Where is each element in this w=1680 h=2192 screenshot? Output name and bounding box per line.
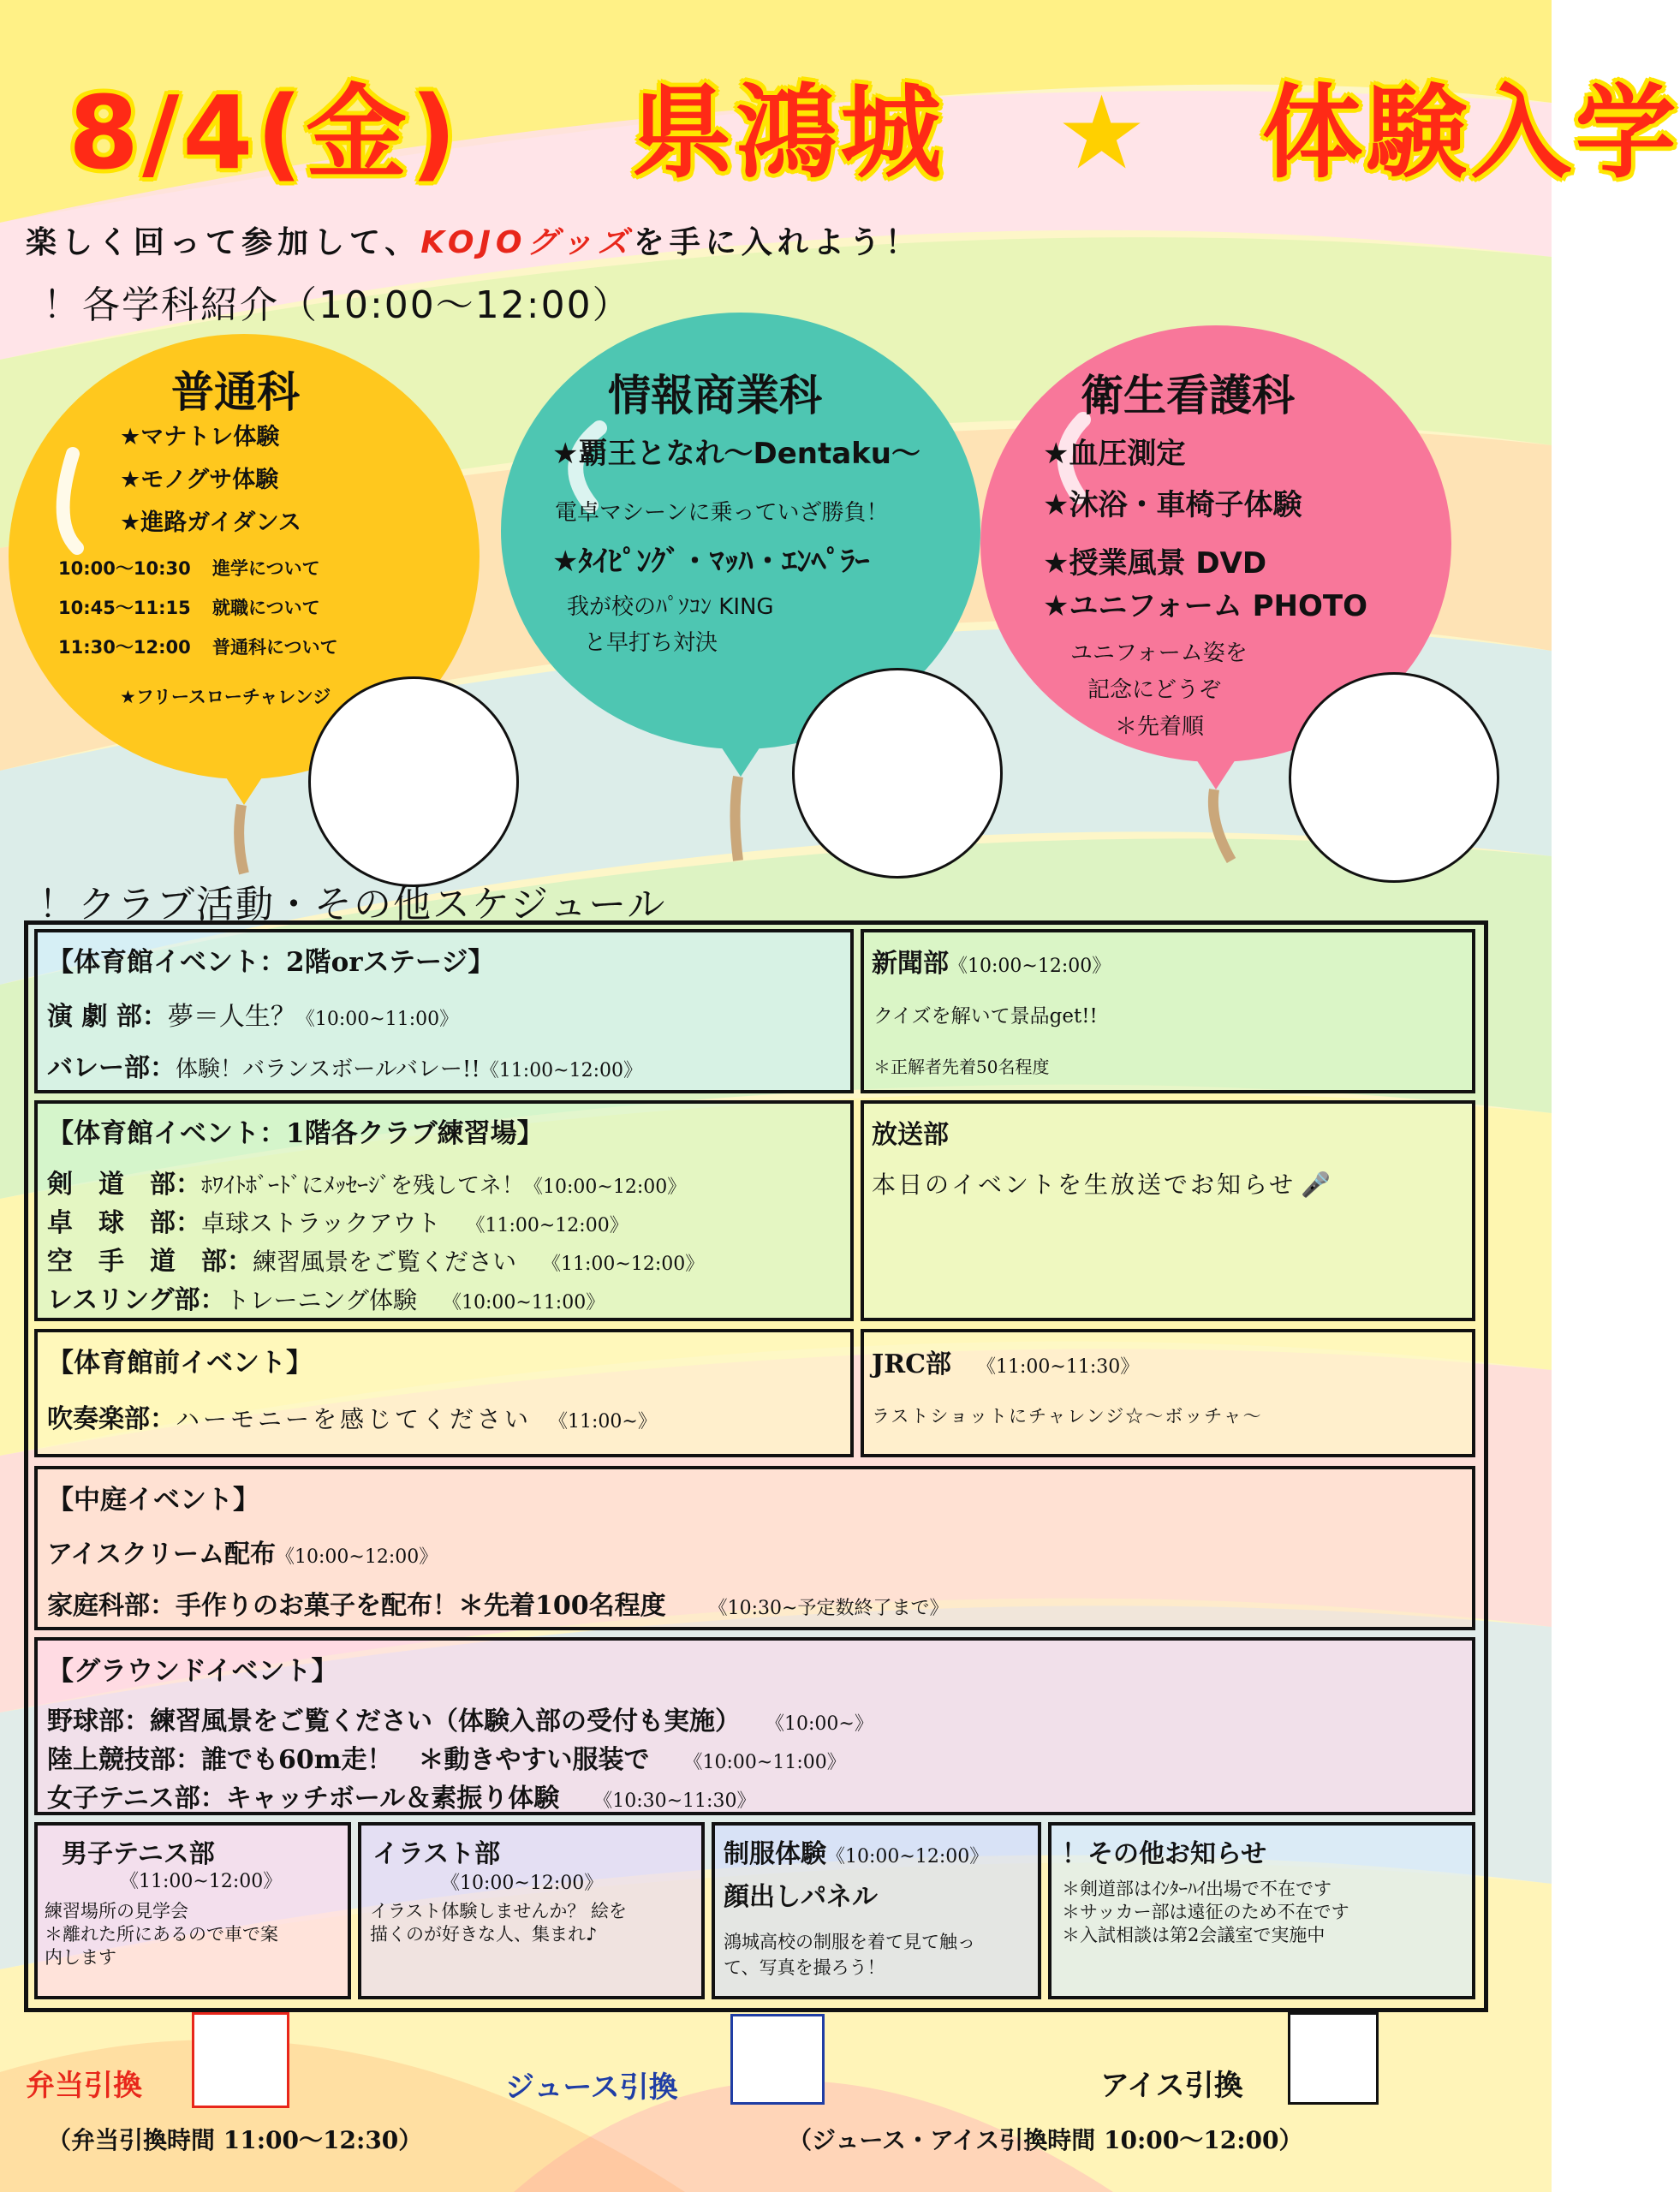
title-school: 県鴻城 [631,74,945,192]
joho-desc: 電卓マシーンに乗っていざ勝負！ [555,500,889,526]
courtyard-row: アイスクリーム配布 [47,1540,276,1570]
subtitle [26,218,921,262]
eisei-desc: 記念にどうぞ [1087,677,1222,703]
dept-name-joho: 情報商業科 [608,371,822,420]
subtitle-highlight: KOJOグッズ [420,225,634,260]
gym1-time: 《11:00~12:00》 [466,1215,629,1236]
gym1-text: 卓球ストラックアウト [201,1209,441,1237]
broadcast-panel [861,1100,1475,1321]
ice-label: アイス引換 [1100,2069,1243,2103]
eisei-item: ★授業風景 DVD [1043,546,1267,581]
joho-desc: 我が校のﾊﾟｿｺﾝ KING [567,594,774,620]
futsuka-schedule-time: 10:00～10:30 [58,558,191,579]
futsuka-schedule-label: 就職について [212,598,320,618]
gym2-time: 《10:00~11:00》 [295,1009,459,1030]
notice-item: ＊剣道部はｲﾝﾀｰﾊｲ出場で不在です [1062,1879,1331,1899]
joho-item: ★ﾀｲﾋﾟﾝｸﾞ・ﾏｯﾊ・ｴﾝﾍﾟﾗｰ [552,545,870,579]
news-note: ＊正解者先着50名程度 [873,1057,1050,1077]
news-title: 新聞部 [872,949,949,979]
ground-title: 【グラウンドイベント】 [47,1656,338,1687]
gym1-time: 《11:00~12:00》 [542,1254,705,1275]
eisei-item: ★沐浴・車椅子体験 [1043,488,1302,522]
tennis-text: ＊離れた所にあるので車で案 [45,1924,278,1945]
uniform-text: 鴻城高校の制服を着て見て触っ [724,1932,975,1952]
gym2-club: 演 劇 部： [47,1002,168,1032]
microphone-icon: 🎤 [1301,1170,1334,1199]
uniform-text: て、写真を撮ろう！ [724,1957,885,1978]
eisei-desc: ユニフォーム姿を [1070,640,1248,666]
tennis-time: 《11:00~12:00》 [120,1871,283,1892]
bento-label: 弁当引換 [26,2069,142,2103]
eisei-item: ★ユニフォーム PHOTO [1043,589,1367,623]
gym1-text: ﾎﾜｲﾄﾎﾞｰﾄﾞにﾒｯｾｰｼﾞを残してネ！ [201,1173,525,1199]
notice-item: ＊入試相談は第2会議室で実施中 [1062,1925,1326,1945]
gym1-text: トレーニング体験 [225,1286,417,1314]
joho-item: ★覇王となれ～Dentaku～ [552,437,920,471]
tennis-title: 男子テニス部 [62,1839,215,1869]
juice-label: ジュース引換 [505,2070,678,2105]
courtyard-row: 家庭科部：手作りのお菓子を配布！＊先着100名程度 [47,1591,666,1621]
gym1-time: 《10:00~12:00》 [524,1176,687,1198]
stamp-circle-joho[interactable] [792,668,1003,879]
dept-heading: ！各学科紹介（10:00～12:00） [43,283,632,327]
page-title [69,51,1680,192]
futsuka-item: ★マナトレ体験 [120,424,280,450]
gym2-text: 夢＝人生？ [167,1002,296,1032]
futsuka-extra: ★フリースローチャレンジ [120,687,331,707]
gym2-club: バレー部： [47,1053,176,1083]
news-text: クイズを解いて景品get!! [873,1005,1098,1028]
front-time: 《11:00~》 [549,1411,657,1433]
futsuka-schedule-time: 11:30～12:00 [58,637,191,658]
ground-time: 《10:00~》 [775,1713,873,1735]
bento-stamp-box[interactable] [192,2012,289,2108]
illust-text: イラスト体験しませんか？ 絵を [370,1901,628,1921]
ground-row: 女子テニス部：キャッチボール＆素振り体験 [47,1784,560,1814]
subtitle-pre: 楽しく回って参加して、 [26,225,421,260]
ground-time: 《10:30~11:30》 [593,1790,756,1812]
courtyard-title: 【中庭イベント】 [47,1485,259,1516]
illust-text: 描くのが好きな人、集まれ♪ [370,1924,598,1945]
front-club: 吹奏楽部： [47,1404,176,1434]
futsuka-item: ★モノグサ体験 [120,467,279,493]
jrc-title: JRC部 [872,1349,952,1379]
gym2-time: 《11:00~12:00》 [480,1060,643,1081]
eisei-desc: ＊先着順 [1115,714,1205,740]
joho-desc: と早打ち対決 [584,630,718,656]
gym2-text: 体験！バランスボールバレー!! [176,1057,480,1082]
uniform-time: 《10:00~12:00》 [826,1846,989,1867]
gym1-text: 練習風景をご覧ください [253,1248,517,1276]
ice-stamp-box[interactable] [1288,2012,1379,2105]
futsuka-item: ★進路ガイダンス [120,509,301,536]
eisei-item: ★血圧測定 [1043,437,1186,471]
dept-name-eisei: 衛生看護科 [1081,371,1295,420]
gym1-club: 卓 球 部： [47,1208,201,1238]
uniform-sub: 顔出しパネル [724,1882,878,1912]
star-icon: ★ [1056,74,1151,192]
illust-time: 《10:00~12:00》 [441,1873,604,1894]
front-text: ハーモニーを感じてください [176,1405,533,1433]
futsuka-schedule-label: 進学について [212,558,320,579]
stamp-circle-eisei[interactable] [1289,672,1499,883]
jrc-text: ラストショットにチャレンジ☆～ボッチャ～ [872,1406,1263,1427]
title-date: 8/4(金) [69,74,461,192]
notice-title: ！その他お知らせ [1062,1839,1267,1869]
broadcast-title: 放送部 [872,1120,949,1150]
jrc-time: 《11:00~11:30》 [977,1356,1140,1378]
gym1-club: 剣 道 部： [47,1170,201,1200]
broadcast-text: 本日のイベントを生放送でお知らせ [872,1170,1296,1199]
ground-time: 《10:00~11:00》 [683,1752,846,1773]
uniform-title: 制服体験 [724,1839,826,1869]
futsuka-schedule-time: 10:45～11:15 [58,598,191,618]
ground-row: 陸上競技部：誰でも60m走！ ＊動きやすい服装で [47,1745,650,1775]
dept-name-futsuka: 普通科 [171,367,300,417]
juice-ice-time: （ジュース・アイス引換時間 10:00～12:00） [788,2126,1303,2154]
stamp-circle-futsuka[interactable] [308,676,519,887]
gym2-title: 【体育館イベント：2階orステージ】 [47,947,495,978]
front-title: 【体育館前イベント】 [47,1348,313,1379]
futsuka-schedule-label: 普通科について [212,637,338,658]
juice-stamp-box[interactable] [730,2014,825,2105]
news-time: 《10:00~12:00》 [949,956,1111,977]
notice-item: ＊サッカー部は遠征のため不在です [1062,1902,1349,1922]
bento-time: （弁当引換時間 11:00～12:30） [47,2126,423,2154]
subtitle-post: を手に入れよう！ [633,225,921,260]
gym1-time: 《10:00~11:00》 [442,1292,605,1313]
courtyard-time: 《10:30~予定数終了まで》 [708,1598,949,1619]
gym1-title: 【体育館イベント：1階各クラブ練習場】 [47,1118,544,1149]
gym1-club: 空 手 道 部： [47,1247,253,1277]
club-heading: ！クラブ活動・その他スケジュール [39,883,667,926]
tennis-text: 内します [45,1947,116,1968]
ground-row: 野球部：練習風景をご覧ください（体験入部の受付も実施） [47,1707,741,1736]
gym1-club: レスリング部： [47,1285,226,1315]
tennis-text: 練習場所の見学会 [45,1901,188,1921]
courtyard-time: 《10:00~12:00》 [276,1546,438,1568]
title-event: 体験入学 [1261,74,1680,192]
illust-title: イラスト部 [372,1839,501,1869]
